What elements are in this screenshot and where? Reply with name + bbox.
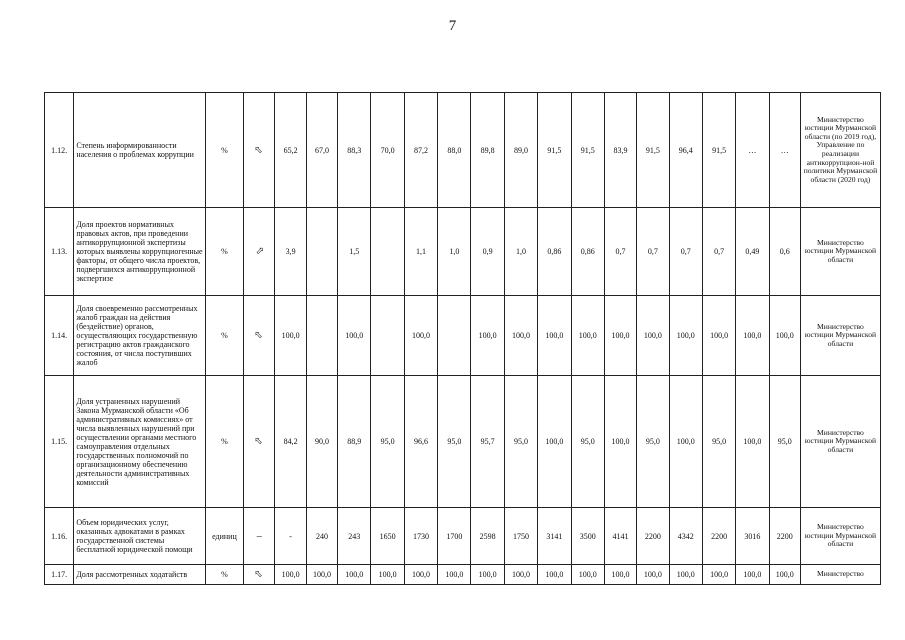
value-cell: 1,0 (438, 208, 471, 296)
value-cell: 95,0 (637, 376, 669, 508)
value-cell: 3,9 (275, 208, 306, 296)
value-cell: 95,7 (471, 376, 504, 508)
value-cell: 0,7 (702, 208, 735, 296)
unit: % (205, 376, 243, 508)
value-cell: 0,7 (669, 208, 702, 296)
value-cell: 95,0 (438, 376, 471, 508)
row-number: 1.13. (45, 208, 74, 296)
value-cell (306, 296, 337, 376)
value-cell: 3500 (571, 508, 604, 565)
value-cell: 1730 (404, 508, 437, 565)
value-cell: 100,0 (275, 296, 306, 376)
value-cell: 100,0 (404, 565, 437, 585)
indicator-name: Доля устраненных нарушений Закона Мурманской области «Об административных комиссиях» от числа выявленных нарушений при осуществлении органами местного самоуправления отдельных государственных полномочий по организационному обеспечению деятельности административных комиссий (74, 376, 205, 508)
value-cell: 84,2 (275, 376, 306, 508)
value-cell: 0,7 (637, 208, 669, 296)
indicator-name: Доля рассмотренных ходатайств (74, 565, 205, 585)
value-cell: 95,0 (702, 376, 735, 508)
value-cell: 88,3 (338, 93, 371, 208)
value-cell: 65,2 (275, 93, 306, 208)
value-cell: 1,1 (404, 208, 437, 296)
value-cell: 1700 (438, 508, 471, 565)
value-cell: 100,0 (371, 565, 404, 585)
value-cell: 100,0 (338, 565, 371, 585)
table-row (45, 565, 881, 585)
table-row (45, 93, 881, 208)
value-cell: 70,0 (371, 93, 404, 208)
trend-down-arrow-icon: ⇧ (252, 244, 267, 259)
value-cell: 89,0 (504, 93, 537, 208)
value-cell: 91,5 (702, 93, 735, 208)
value-cell: 0,86 (538, 208, 571, 296)
trend-cell (244, 208, 275, 296)
indicators-table (44, 92, 881, 585)
value-cell: 1650 (371, 508, 404, 565)
value-cell: 100,0 (306, 565, 337, 585)
value-cell: 88,9 (338, 376, 371, 508)
value-cell: 100,0 (504, 565, 537, 585)
value-cell: 100,0 (538, 565, 571, 585)
value-cell (306, 208, 337, 296)
responsible-body: Министерство юстиции Мурманской области (по 2019 год), Управление по реализации антикоррупцион-ной политики Мурманской области (2020 год) (800, 93, 880, 208)
value-cell: 88,0 (438, 93, 471, 208)
value-cell: 2200 (637, 508, 669, 565)
value-cell (371, 296, 404, 376)
row-number: 1.16. (45, 508, 74, 565)
value-cell: 100,0 (604, 376, 636, 508)
value-cell: 83,9 (604, 93, 636, 208)
value-cell: 4141 (604, 508, 636, 565)
value-cell: 100,0 (538, 376, 571, 508)
value-cell: 100,0 (669, 296, 702, 376)
value-cell: 100,0 (571, 565, 604, 585)
row-number: 1.15. (45, 376, 74, 508)
value-cell: 91,5 (571, 93, 604, 208)
value-cell: 4342 (669, 508, 702, 565)
value-cell: 240 (306, 508, 337, 565)
value-cell: 1,0 (504, 208, 537, 296)
table-row (45, 376, 881, 508)
value-cell: 243 (338, 508, 371, 565)
value-cell: 100,0 (736, 296, 769, 376)
value-cell: 100,0 (404, 296, 437, 376)
value-cell: 100,0 (275, 565, 306, 585)
value-cell: 100,0 (338, 296, 371, 376)
trend-up-arrow-icon: ⇧ (252, 328, 267, 343)
value-cell: 100,0 (736, 376, 769, 508)
trend-up-arrow-icon: ⇧ (252, 434, 267, 449)
unit: единиц (205, 508, 243, 565)
row-number: 1.14. (45, 296, 74, 376)
unit: % (205, 93, 243, 208)
row-number: 1.17. (45, 565, 74, 585)
value-cell: 100,0 (669, 565, 702, 585)
table-row (45, 296, 881, 376)
value-cell: … (769, 93, 800, 208)
responsible-body: Министерство юстиции Мурманской области (800, 296, 880, 376)
value-cell: 100,0 (471, 296, 504, 376)
value-cell: 95,0 (504, 376, 537, 508)
trend-cell (244, 93, 275, 208)
value-cell: 100,0 (637, 565, 669, 585)
trend-up-arrow-icon: ⇧ (252, 143, 267, 157)
trend-cell (244, 376, 275, 508)
trend-cell (244, 296, 275, 376)
value-cell: 2200 (769, 508, 800, 565)
value-cell: 100,0 (769, 296, 800, 376)
value-cell: 95,0 (571, 376, 604, 508)
value-cell: 100,0 (702, 565, 735, 585)
value-cell: 95,0 (371, 376, 404, 508)
value-cell: 100,0 (438, 565, 471, 585)
unit: % (205, 565, 243, 585)
value-cell: 3016 (736, 508, 769, 565)
value-cell: 100,0 (471, 565, 504, 585)
value-cell: 91,5 (637, 93, 669, 208)
value-cell: … (736, 93, 769, 208)
trend-up-arrow-icon: ⇧ (252, 567, 267, 582)
value-cell: 95,0 (769, 376, 800, 508)
table-row (45, 208, 881, 296)
trend-dash: – (256, 530, 262, 542)
value-cell: 100,0 (571, 296, 604, 376)
indicator-name: Доля своевременно рассмотренных жалоб граждан на действия (бездействие) органов, осуществляющих государственную регистрацию актов гражданского состояния, от числа поступивших жалоб (74, 296, 205, 376)
trend-cell (244, 508, 275, 565)
value-cell: - (275, 508, 306, 565)
value-cell: 2200 (702, 508, 735, 565)
responsible-body: Министерство (800, 565, 880, 585)
value-cell: 0,6 (769, 208, 800, 296)
trend-cell (244, 565, 275, 585)
responsible-body: Министерство юстиции Мурманской области (800, 208, 880, 296)
table-row (45, 508, 881, 565)
value-cell: 0,49 (736, 208, 769, 296)
value-cell: 100,0 (637, 296, 669, 376)
value-cell: 96,4 (669, 93, 702, 208)
value-cell: 100,0 (504, 296, 537, 376)
value-cell: 0,86 (571, 208, 604, 296)
indicator-name: Доля проектов нормативных правовых актов, при проведении антикоррупционной экспертизы которых выявлены коррупциогенные факторы, от общего числа проектов, подвергшихся антикоррупционной экспертизе (74, 208, 205, 296)
indicator-name: Степень информированности населения о проблемах коррупции (74, 93, 205, 208)
value-cell: 100,0 (538, 296, 571, 376)
value-cell: 90,0 (306, 376, 337, 508)
value-cell: 100,0 (702, 296, 735, 376)
value-cell: 2598 (471, 508, 504, 565)
value-cell: 100,0 (769, 565, 800, 585)
value-cell: 0,9 (471, 208, 504, 296)
value-cell: 91,5 (538, 93, 571, 208)
row-number: 1.12. (45, 93, 74, 208)
value-cell: 89,8 (471, 93, 504, 208)
value-cell: 100,0 (669, 376, 702, 508)
unit: % (205, 208, 243, 296)
value-cell: 87,2 (404, 93, 437, 208)
value-cell: 1,5 (338, 208, 371, 296)
value-cell: 0,7 (604, 208, 636, 296)
value-cell (371, 208, 404, 296)
value-cell: 100,0 (736, 565, 769, 585)
value-cell: 67,0 (306, 93, 337, 208)
indicator-name: Объем юридических услуг, оказанных адвокатами в рамках государственной системы бесплатной юридической помощи (74, 508, 205, 565)
page-number: 7 (448, 18, 457, 34)
value-cell (438, 296, 471, 376)
value-cell: 100,0 (604, 565, 636, 585)
value-cell: 1750 (504, 508, 537, 565)
responsible-body: Министерство юстиции Мурманской области (800, 376, 880, 508)
value-cell: 3141 (538, 508, 571, 565)
unit: % (205, 296, 243, 376)
responsible-body: Министерство юстиции Мурманской области (800, 508, 880, 565)
value-cell: 100,0 (604, 296, 636, 376)
value-cell: 96,6 (404, 376, 437, 508)
